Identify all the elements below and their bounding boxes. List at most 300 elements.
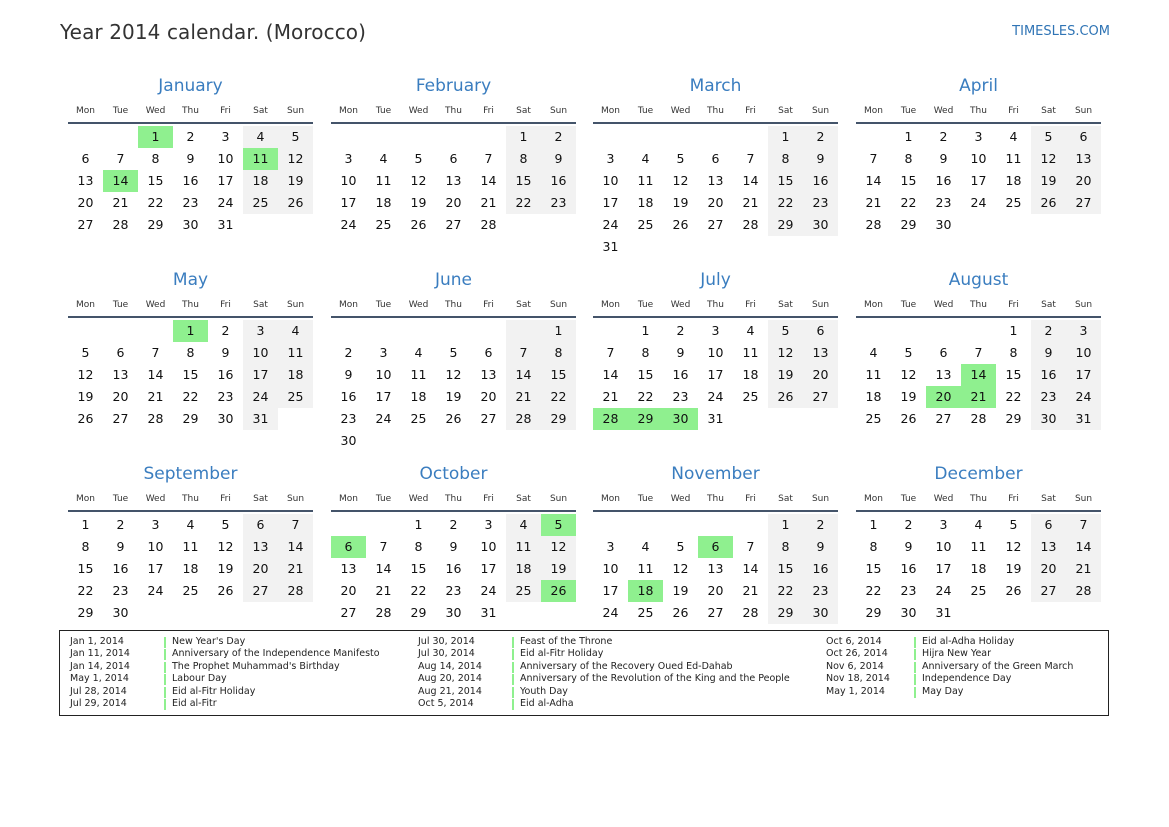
day-cell[interactable]: 14 [742, 173, 759, 188]
day-cell[interactable]: 22 [637, 389, 654, 404]
day-cell[interactable]: 15 [147, 173, 164, 188]
day-cell[interactable]: 21 [742, 583, 759, 598]
day-cell[interactable]: 17 [480, 561, 497, 576]
day-cell[interactable]: 6 [243, 514, 278, 536]
day-cell[interactable]: 1 [768, 126, 803, 148]
day-cell[interactable]: 12 [541, 536, 576, 558]
day-cell[interactable]: 12 [1031, 148, 1066, 170]
day-cell[interactable]: 29 [768, 214, 803, 236]
day-cell[interactable]: 20 [112, 389, 129, 404]
day-cell[interactable]: 26 [217, 583, 234, 598]
day-cell[interactable]: 13 [935, 367, 952, 382]
day-cell[interactable]: 11 [865, 367, 882, 382]
day-cell[interactable]: 10 [243, 342, 278, 364]
day-cell[interactable]: 1 [541, 320, 576, 342]
day-cell[interactable]: 16 [340, 389, 357, 404]
day-cell[interactable]: 15 [410, 561, 427, 576]
holiday-day-cell[interactable]: 21 [961, 386, 996, 408]
day-cell[interactable]: 1 [81, 517, 90, 532]
day-cell[interactable]: 14 [278, 536, 313, 558]
day-cell[interactable]: 21 [742, 195, 759, 210]
day-cell[interactable]: 18 [410, 389, 427, 404]
day-cell[interactable]: 11 [278, 342, 313, 364]
day-cell[interactable]: 10 [1066, 342, 1101, 364]
day-cell[interactable]: 19 [1005, 561, 1022, 576]
day-cell[interactable]: 16 [1031, 364, 1066, 386]
day-cell[interactable]: 22 [865, 583, 882, 598]
holiday-day-cell[interactable]: 30 [663, 408, 698, 430]
day-cell[interactable]: 23 [182, 195, 199, 210]
day-cell[interactable]: 4 [414, 345, 423, 360]
day-cell[interactable]: 24 [935, 583, 952, 598]
day-cell[interactable]: 20 [243, 558, 278, 580]
day-cell[interactable]: 29 [900, 217, 917, 232]
day-cell[interactable]: 13 [77, 173, 94, 188]
day-cell[interactable]: 28 [506, 408, 541, 430]
holiday-day-cell[interactable]: 20 [926, 386, 961, 408]
day-cell[interactable]: 24 [243, 386, 278, 408]
day-cell[interactable]: 28 [375, 605, 392, 620]
day-cell[interactable]: 9 [676, 345, 685, 360]
day-cell[interactable]: 1 [869, 517, 878, 532]
day-cell[interactable]: 27 [243, 580, 278, 602]
day-cell[interactable]: 7 [746, 539, 755, 554]
day-cell[interactable]: 3 [221, 129, 230, 144]
day-cell[interactable]: 2 [186, 129, 195, 144]
day-cell[interactable]: 3 [606, 151, 615, 166]
day-cell[interactable]: 18 [182, 561, 199, 576]
day-cell[interactable]: 18 [375, 195, 392, 210]
day-cell[interactable]: 5 [904, 345, 913, 360]
day-cell[interactable]: 10 [602, 561, 619, 576]
day-cell[interactable]: 24 [375, 411, 392, 426]
day-cell[interactable]: 23 [445, 583, 462, 598]
day-cell[interactable]: 31 [480, 605, 497, 620]
day-cell[interactable]: 19 [900, 389, 917, 404]
day-cell[interactable]: 28 [278, 580, 313, 602]
day-cell[interactable]: 12 [278, 148, 313, 170]
day-cell[interactable]: 28 [1066, 580, 1101, 602]
day-cell[interactable]: 3 [606, 539, 615, 554]
day-cell[interactable]: 29 [768, 602, 803, 624]
day-cell[interactable]: 13 [803, 342, 838, 364]
day-cell[interactable]: 11 [375, 173, 392, 188]
day-cell[interactable]: 21 [278, 558, 313, 580]
day-cell[interactable]: 26 [768, 386, 803, 408]
day-cell[interactable]: 19 [217, 561, 234, 576]
day-cell[interactable]: 26 [672, 217, 689, 232]
day-cell[interactable]: 1 [904, 129, 913, 144]
day-cell[interactable]: 26 [900, 411, 917, 426]
day-cell[interactable]: 23 [340, 411, 357, 426]
day-cell[interactable]: 13 [480, 367, 497, 382]
day-cell[interactable]: 30 [935, 217, 952, 232]
day-cell[interactable]: 16 [803, 558, 838, 580]
day-cell[interactable]: 24 [480, 583, 497, 598]
day-cell[interactable]: 4 [379, 151, 388, 166]
day-cell[interactable]: 21 [506, 386, 541, 408]
day-cell[interactable]: 29 [865, 605, 882, 620]
day-cell[interactable]: 2 [541, 126, 576, 148]
day-cell[interactable]: 9 [449, 539, 458, 554]
day-cell[interactable]: 8 [541, 342, 576, 364]
day-cell[interactable]: 16 [803, 170, 838, 192]
day-cell[interactable]: 22 [768, 192, 803, 214]
day-cell[interactable]: 2 [939, 129, 948, 144]
day-cell[interactable]: 14 [147, 367, 164, 382]
day-cell[interactable]: 19 [77, 389, 94, 404]
day-cell[interactable]: 8 [768, 148, 803, 170]
day-cell[interactable]: 13 [707, 173, 724, 188]
day-cell[interactable]: 12 [410, 173, 427, 188]
day-cell[interactable]: 29 [147, 217, 164, 232]
day-cell[interactable]: 22 [768, 580, 803, 602]
day-cell[interactable]: 17 [602, 583, 619, 598]
day-cell[interactable]: 15 [1005, 367, 1022, 382]
day-cell[interactable]: 27 [445, 217, 462, 232]
day-cell[interactable]: 2 [344, 345, 353, 360]
day-cell[interactable]: 6 [1066, 126, 1101, 148]
day-cell[interactable]: 25 [637, 217, 654, 232]
day-cell[interactable]: 24 [707, 389, 724, 404]
day-cell[interactable]: 25 [506, 580, 541, 602]
day-cell[interactable]: 15 [541, 364, 576, 386]
day-cell[interactable]: 7 [151, 345, 160, 360]
day-cell[interactable]: 15 [768, 558, 803, 580]
day-cell[interactable]: 20 [480, 389, 497, 404]
day-cell[interactable]: 27 [480, 411, 497, 426]
day-cell[interactable]: 16 [541, 170, 576, 192]
day-cell[interactable]: 17 [707, 367, 724, 382]
day-cell[interactable]: 10 [217, 151, 234, 166]
day-cell[interactable]: 15 [182, 367, 199, 382]
day-cell[interactable]: 25 [1005, 195, 1022, 210]
day-cell[interactable]: 28 [480, 217, 497, 232]
day-cell[interactable]: 29 [1005, 411, 1022, 426]
day-cell[interactable]: 31 [935, 605, 952, 620]
day-cell[interactable]: 2 [1031, 320, 1066, 342]
day-cell[interactable]: 7 [746, 151, 755, 166]
day-cell[interactable]: 12 [77, 367, 94, 382]
day-cell[interactable]: 25 [182, 583, 199, 598]
day-cell[interactable]: 16 [672, 367, 689, 382]
day-cell[interactable]: 7 [278, 514, 313, 536]
day-cell[interactable]: 14 [865, 173, 882, 188]
day-cell[interactable]: 26 [410, 217, 427, 232]
day-cell[interactable]: 28 [970, 411, 987, 426]
day-cell[interactable]: 14 [742, 561, 759, 576]
holiday-day-cell[interactable]: 14 [961, 364, 996, 386]
day-cell[interactable]: 30 [1031, 408, 1066, 430]
day-cell[interactable]: 31 [243, 408, 278, 430]
day-cell[interactable]: 7 [506, 342, 541, 364]
holiday-day-cell[interactable]: 26 [541, 580, 576, 602]
day-cell[interactable]: 4 [641, 151, 650, 166]
holiday-day-cell[interactable]: 29 [628, 408, 663, 430]
day-cell[interactable]: 10 [970, 151, 987, 166]
day-cell[interactable]: 4 [746, 323, 755, 338]
day-cell[interactable]: 25 [243, 192, 278, 214]
holiday-day-cell[interactable]: 1 [138, 126, 173, 148]
day-cell[interactable]: 13 [707, 561, 724, 576]
day-cell[interactable]: 8 [768, 536, 803, 558]
day-cell[interactable]: 21 [147, 389, 164, 404]
day-cell[interactable]: 16 [217, 367, 234, 382]
day-cell[interactable]: 18 [1005, 173, 1022, 188]
day-cell[interactable]: 25 [375, 217, 392, 232]
day-cell[interactable]: 24 [1066, 386, 1101, 408]
day-cell[interactable]: 20 [77, 195, 94, 210]
day-cell[interactable]: 4 [506, 514, 541, 536]
day-cell[interactable]: 2 [116, 517, 125, 532]
day-cell[interactable]: 27 [803, 386, 838, 408]
day-cell[interactable]: 15 [506, 170, 541, 192]
day-cell[interactable]: 20 [707, 195, 724, 210]
day-cell[interactable]: 22 [541, 386, 576, 408]
day-cell[interactable]: 17 [243, 364, 278, 386]
day-cell[interactable]: 5 [449, 345, 458, 360]
day-cell[interactable]: 24 [970, 195, 987, 210]
day-cell[interactable]: 7 [116, 151, 125, 166]
day-cell[interactable]: 21 [1066, 558, 1101, 580]
day-cell[interactable]: 28 [112, 217, 129, 232]
day-cell[interactable]: 30 [217, 411, 234, 426]
day-cell[interactable]: 26 [278, 192, 313, 214]
day-cell[interactable]: 13 [445, 173, 462, 188]
day-cell[interactable]: 16 [112, 561, 129, 576]
day-cell[interactable]: 27 [707, 605, 724, 620]
day-cell[interactable]: 4 [641, 539, 650, 554]
day-cell[interactable]: 12 [768, 342, 803, 364]
day-cell[interactable]: 12 [672, 561, 689, 576]
day-cell[interactable]: 27 [112, 411, 129, 426]
day-cell[interactable]: 23 [672, 389, 689, 404]
day-cell[interactable]: 21 [480, 195, 497, 210]
day-cell[interactable]: 24 [602, 217, 619, 232]
day-cell[interactable]: 7 [484, 151, 493, 166]
day-cell[interactable]: 17 [935, 561, 952, 576]
day-cell[interactable]: 9 [186, 151, 195, 166]
day-cell[interactable]: 6 [449, 151, 458, 166]
day-cell[interactable]: 13 [340, 561, 357, 576]
day-cell[interactable]: 18 [637, 195, 654, 210]
day-cell[interactable]: 24 [340, 217, 357, 232]
day-cell[interactable]: 14 [1066, 536, 1101, 558]
day-cell[interactable]: 31 [602, 239, 619, 254]
day-cell[interactable]: 7 [1066, 514, 1101, 536]
day-cell[interactable]: 30 [445, 605, 462, 620]
day-cell[interactable]: 14 [480, 173, 497, 188]
day-cell[interactable]: 11 [637, 561, 654, 576]
holiday-day-cell[interactable]: 5 [541, 514, 576, 536]
day-cell[interactable]: 8 [1009, 345, 1018, 360]
day-cell[interactable]: 17 [147, 561, 164, 576]
day-cell[interactable]: 8 [414, 539, 423, 554]
day-cell[interactable]: 20 [803, 364, 838, 386]
day-cell[interactable]: 28 [742, 217, 759, 232]
day-cell[interactable]: 15 [77, 561, 94, 576]
day-cell[interactable]: 25 [970, 583, 987, 598]
day-cell[interactable]: 12 [900, 367, 917, 382]
day-cell[interactable]: 1 [768, 514, 803, 536]
day-cell[interactable]: 3 [1066, 320, 1101, 342]
day-cell[interactable]: 22 [182, 389, 199, 404]
day-cell[interactable]: 20 [340, 583, 357, 598]
day-cell[interactable]: 14 [375, 561, 392, 576]
holiday-day-cell[interactable]: 6 [698, 536, 733, 558]
day-cell[interactable]: 30 [112, 605, 129, 620]
holiday-day-cell[interactable]: 18 [628, 580, 663, 602]
day-cell[interactable]: 19 [768, 364, 803, 386]
day-cell[interactable]: 18 [970, 561, 987, 576]
day-cell[interactable]: 2 [676, 323, 685, 338]
day-cell[interactable]: 9 [803, 536, 838, 558]
day-cell[interactable]: 14 [506, 364, 541, 386]
day-cell[interactable]: 8 [151, 151, 160, 166]
day-cell[interactable]: 6 [711, 151, 720, 166]
day-cell[interactable]: 31 [1066, 408, 1101, 430]
day-cell[interactable]: 9 [1031, 342, 1066, 364]
day-cell[interactable]: 21 [602, 389, 619, 404]
holiday-day-cell[interactable]: 6 [331, 536, 366, 558]
day-cell[interactable]: 25 [865, 411, 882, 426]
day-cell[interactable]: 22 [506, 192, 541, 214]
day-cell[interactable]: 3 [379, 345, 388, 360]
day-cell[interactable]: 5 [81, 345, 90, 360]
day-cell[interactable]: 29 [541, 408, 576, 430]
day-cell[interactable]: 1 [1009, 323, 1018, 338]
day-cell[interactable]: 13 [112, 367, 129, 382]
day-cell[interactable]: 23 [112, 583, 129, 598]
day-cell[interactable]: 30 [803, 214, 838, 236]
day-cell[interactable]: 9 [939, 151, 948, 166]
day-cell[interactable]: 7 [974, 345, 983, 360]
day-cell[interactable]: 6 [1031, 514, 1066, 536]
day-cell[interactable]: 17 [970, 173, 987, 188]
day-cell[interactable]: 2 [449, 517, 458, 532]
day-cell[interactable]: 19 [278, 170, 313, 192]
day-cell[interactable]: 8 [506, 148, 541, 170]
day-cell[interactable]: 11 [1005, 151, 1022, 166]
day-cell[interactable]: 20 [445, 195, 462, 210]
day-cell[interactable]: 6 [81, 151, 90, 166]
day-cell[interactable]: 5 [676, 539, 685, 554]
day-cell[interactable]: 5 [278, 126, 313, 148]
day-cell[interactable]: 18 [278, 364, 313, 386]
day-cell[interactable]: 17 [340, 195, 357, 210]
day-cell[interactable]: 11 [970, 539, 987, 554]
day-cell[interactable]: 27 [1066, 192, 1101, 214]
day-cell[interactable]: 7 [379, 539, 388, 554]
holiday-day-cell[interactable]: 14 [103, 170, 138, 192]
day-cell[interactable]: 22 [900, 195, 917, 210]
day-cell[interactable]: 10 [375, 367, 392, 382]
day-cell[interactable]: 8 [81, 539, 90, 554]
day-cell[interactable]: 23 [935, 195, 952, 210]
day-cell[interactable]: 9 [221, 345, 230, 360]
day-cell[interactable]: 4 [1009, 129, 1018, 144]
day-cell[interactable]: 1 [506, 126, 541, 148]
day-cell[interactable]: 29 [410, 605, 427, 620]
day-cell[interactable]: 23 [1031, 386, 1066, 408]
day-cell[interactable]: 16 [935, 173, 952, 188]
day-cell[interactable]: 9 [541, 148, 576, 170]
day-cell[interactable]: 24 [602, 605, 619, 620]
day-cell[interactable]: 19 [672, 583, 689, 598]
day-cell[interactable]: 21 [865, 195, 882, 210]
day-cell[interactable]: 9 [803, 148, 838, 170]
day-cell[interactable]: 23 [900, 583, 917, 598]
day-cell[interactable]: 25 [410, 411, 427, 426]
day-cell[interactable]: 2 [904, 517, 913, 532]
day-cell[interactable]: 4 [243, 126, 278, 148]
day-cell[interactable]: 26 [672, 605, 689, 620]
day-cell[interactable]: 11 [742, 345, 759, 360]
day-cell[interactable]: 22 [147, 195, 164, 210]
day-cell[interactable]: 27 [935, 411, 952, 426]
day-cell[interactable]: 30 [182, 217, 199, 232]
day-cell[interactable]: 5 [676, 151, 685, 166]
day-cell[interactable]: 11 [182, 539, 199, 554]
day-cell[interactable]: 20 [1031, 558, 1066, 580]
day-cell[interactable]: 24 [147, 583, 164, 598]
day-cell[interactable]: 19 [445, 389, 462, 404]
day-cell[interactable]: 9 [116, 539, 125, 554]
day-cell[interactable]: 23 [803, 192, 838, 214]
day-cell[interactable]: 4 [278, 320, 313, 342]
day-cell[interactable]: 10 [147, 539, 164, 554]
day-cell[interactable]: 26 [1005, 583, 1022, 598]
day-cell[interactable]: 13 [243, 536, 278, 558]
day-cell[interactable]: 12 [672, 173, 689, 188]
day-cell[interactable]: 30 [900, 605, 917, 620]
day-cell[interactable]: 1 [641, 323, 650, 338]
day-cell[interactable]: 25 [278, 386, 313, 408]
day-cell[interactable]: 7 [869, 151, 878, 166]
site-link[interactable]: TIMESLES.COM [1012, 24, 1110, 39]
day-cell[interactable]: 16 [900, 561, 917, 576]
day-cell[interactable]: 21 [112, 195, 129, 210]
day-cell[interactable]: 14 [602, 367, 619, 382]
day-cell[interactable]: 10 [480, 539, 497, 554]
day-cell[interactable]: 13 [1066, 148, 1101, 170]
day-cell[interactable]: 3 [151, 517, 160, 532]
day-cell[interactable]: 20 [1066, 170, 1101, 192]
day-cell[interactable]: 4 [186, 517, 195, 532]
day-cell[interactable]: 9 [904, 539, 913, 554]
day-cell[interactable]: 23 [217, 389, 234, 404]
day-cell[interactable]: 17 [217, 173, 234, 188]
day-cell[interactable]: 8 [904, 151, 913, 166]
day-cell[interactable]: 7 [606, 345, 615, 360]
day-cell[interactable]: 2 [221, 323, 230, 338]
day-cell[interactable]: 10 [340, 173, 357, 188]
day-cell[interactable]: 13 [1031, 536, 1066, 558]
day-cell[interactable]: 12 [1005, 539, 1022, 554]
day-cell[interactable]: 18 [506, 558, 541, 580]
day-cell[interactable]: 18 [742, 367, 759, 382]
day-cell[interactable]: 11 [637, 173, 654, 188]
day-cell[interactable]: 10 [935, 539, 952, 554]
day-cell[interactable]: 10 [602, 173, 619, 188]
day-cell[interactable]: 11 [410, 367, 427, 382]
day-cell[interactable]: 19 [541, 558, 576, 580]
day-cell[interactable]: 4 [869, 345, 878, 360]
day-cell[interactable]: 31 [707, 411, 724, 426]
day-cell[interactable]: 27 [1031, 580, 1066, 602]
day-cell[interactable]: 28 [742, 605, 759, 620]
day-cell[interactable]: 15 [865, 561, 882, 576]
